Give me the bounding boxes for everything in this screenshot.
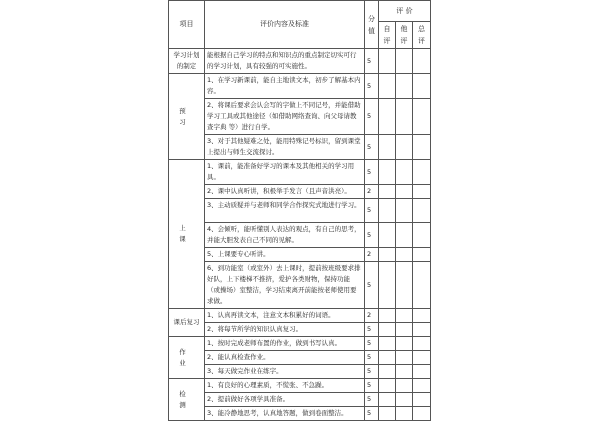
score-value: 5 (365, 99, 379, 135)
self-eval-cell[interactable] (379, 199, 396, 223)
total-eval-cell[interactable] (413, 185, 431, 199)
criteria-text: 3、主动质疑并与老师和同学合作探究式地进行学习。 (205, 199, 365, 223)
criteria-text: 2、将课后要求会认会写的字做上不同记号，并能借助学习工具或其他途径（如借助网络查询、向父母请教查字典 等）进行自学。 (205, 99, 365, 135)
self-eval-cell[interactable] (379, 49, 396, 74)
score-value: 2 (365, 185, 379, 199)
score-value: 5 (365, 49, 379, 74)
criteria-text: 2、将每节所学的知识认真复习。 (205, 323, 365, 337)
self-eval-cell[interactable] (379, 407, 396, 421)
evaluation-table (168, 0, 431, 421)
score-value: 2 (365, 309, 379, 323)
total-eval-cell[interactable] (413, 160, 431, 185)
self-eval-cell[interactable] (379, 74, 396, 99)
category-cell: 学习计划的制定 (169, 49, 205, 74)
self-eval-cell[interactable] (379, 379, 396, 393)
table-row (169, 407, 431, 421)
total-eval-cell[interactable] (413, 365, 431, 379)
table-row (169, 49, 431, 74)
table-row (169, 160, 431, 185)
total-eval-cell[interactable] (413, 323, 431, 337)
header-row-top (169, 1, 431, 22)
self-eval-cell[interactable] (379, 337, 396, 351)
header-total (413, 22, 431, 49)
peer-eval-cell[interactable] (396, 199, 413, 223)
peer-eval-cell[interactable] (396, 337, 413, 351)
criteria-text: 5、上课要专心听讲。 (205, 248, 365, 262)
score-value: 5 (365, 262, 379, 309)
self-eval-cell[interactable] (379, 393, 396, 407)
table-row (169, 379, 431, 393)
score-value: 5 (365, 223, 379, 248)
table-row (169, 185, 431, 199)
header-score (365, 1, 379, 49)
total-eval-cell[interactable] (413, 248, 431, 262)
score-value: 5 (365, 379, 379, 393)
header-peer-text: 他评 (400, 25, 408, 45)
table-row (169, 309, 431, 323)
total-eval-cell[interactable] (413, 393, 431, 407)
criteria-text: 1、有良好的心理素质，不慌张、不急躁。 (205, 379, 365, 393)
table-row (169, 74, 431, 99)
header-score-text: 分值 (368, 14, 375, 35)
table-row (169, 323, 431, 337)
self-eval-cell[interactable] (379, 365, 396, 379)
total-eval-cell[interactable] (413, 199, 431, 223)
table-row (169, 199, 431, 223)
self-eval-cell[interactable] (379, 223, 396, 248)
table-row (169, 393, 431, 407)
peer-eval-cell[interactable] (396, 262, 413, 309)
total-eval-cell[interactable] (413, 135, 431, 160)
table-row (169, 99, 431, 135)
peer-eval-cell[interactable] (396, 99, 413, 135)
header-content: 评价内容及标准 (205, 1, 365, 49)
header-project: 项目 (169, 1, 205, 49)
total-eval-cell[interactable] (413, 49, 431, 74)
header-evaluation: 评 价 (379, 1, 431, 22)
header-self (379, 22, 396, 49)
category-cell: 课后复习 (169, 309, 205, 337)
peer-eval-cell[interactable] (396, 223, 413, 248)
self-eval-cell[interactable] (379, 135, 396, 160)
table-row (169, 248, 431, 262)
score-value: 5 (365, 351, 379, 365)
total-eval-cell[interactable] (413, 99, 431, 135)
criteria-text: 1、课前，能准备好学习的课本及其他相关的学习用具。 (205, 160, 365, 185)
criteria-text: 6、到功能室（或室外）去上课时，提前按班级要求排好队，上下楼梯不推挤，爱护各类财物，保持功能（或操场）室整洁，学习结束离开前能按老师使用要求做。 (205, 262, 365, 309)
category-cell: 上 课 (169, 160, 205, 309)
peer-eval-cell[interactable] (396, 379, 413, 393)
header-peer (396, 22, 413, 49)
peer-eval-cell[interactable] (396, 135, 413, 160)
self-eval-cell[interactable] (379, 351, 396, 365)
score-value: 5 (365, 337, 379, 351)
score-value: 5 (365, 74, 379, 99)
score-value: 5 (365, 407, 379, 421)
self-eval-cell[interactable] (379, 323, 396, 337)
criteria-text: 2、提前做好各项学具准备。 (205, 393, 365, 407)
peer-eval-cell[interactable] (396, 185, 413, 199)
peer-eval-cell[interactable] (396, 393, 413, 407)
self-eval-cell[interactable] (379, 309, 396, 323)
total-eval-cell[interactable] (413, 262, 431, 309)
header-total-text: 总评 (418, 25, 425, 45)
category-cell: 检 测 (169, 379, 205, 421)
self-eval-cell[interactable] (379, 160, 396, 185)
peer-eval-cell[interactable] (396, 365, 413, 379)
peer-eval-cell[interactable] (396, 49, 413, 74)
criteria-text: 1、认真再读文本，注意文本积累好的词语。 (205, 309, 365, 323)
criteria-text: 3、对于其他疑难之处，能用特殊记号标识，留到课堂上提出与师生交流探讨。 (205, 135, 365, 160)
peer-eval-cell[interactable] (396, 74, 413, 99)
criteria-text: 4、会倾听，能听懂别人表达的观点，有自己的思考，并能大胆发表自己不同的见解。 (205, 223, 365, 248)
peer-eval-cell[interactable] (396, 309, 413, 323)
peer-eval-cell[interactable] (396, 160, 413, 185)
total-eval-cell[interactable] (413, 379, 431, 393)
self-eval-cell[interactable] (379, 185, 396, 199)
score-value: 5 (365, 365, 379, 379)
total-eval-cell[interactable] (413, 351, 431, 365)
category-cell: 预 习 (169, 74, 205, 160)
self-eval-cell[interactable] (379, 262, 396, 309)
table-row (169, 337, 431, 351)
total-eval-cell[interactable] (413, 407, 431, 421)
self-eval-cell[interactable] (379, 248, 396, 262)
criteria-text: 2、课中认真听讲，积极举手发言（且声音洪亮）。 (205, 185, 365, 199)
criteria-text: 2、能认真检查作业。 (205, 351, 365, 365)
score-value: 5 (365, 160, 379, 185)
criteria-text: 3、能冷静地思考，认真地答题，做到卷面整洁。 (205, 407, 365, 421)
score-value: 5 (365, 323, 379, 337)
score-value: 5 (365, 199, 379, 223)
table-row (169, 223, 431, 248)
score-value: 2 (365, 248, 379, 262)
peer-eval-cell[interactable] (396, 323, 413, 337)
criteria-text: 能根据自己学习的特点和知识点的重点制定切实可行的学习计划，具有较强的可实施性。 (205, 49, 365, 74)
header-self-text: 自评 (383, 25, 391, 45)
total-eval-cell[interactable] (413, 223, 431, 248)
score-value: 5 (365, 393, 379, 407)
total-eval-cell[interactable] (413, 337, 431, 351)
table-row (169, 365, 431, 379)
peer-eval-cell[interactable] (396, 407, 413, 421)
table-row (169, 262, 431, 309)
peer-eval-cell[interactable] (396, 351, 413, 365)
peer-eval-cell[interactable] (396, 248, 413, 262)
category-cell: 作 业 (169, 337, 205, 379)
table-row (169, 135, 431, 160)
table-row (169, 351, 431, 365)
criteria-text: 1、在学习新课前，能自主地读文本，初步了解基本内容。 (205, 74, 365, 99)
total-eval-cell[interactable] (413, 309, 431, 323)
criteria-text: 3、每天做完作业在练字。 (205, 365, 365, 379)
total-eval-cell[interactable] (413, 74, 431, 99)
criteria-text: 1、按时完成老师布置的作业，做到书写认真。 (205, 337, 365, 351)
score-value: 5 (365, 135, 379, 160)
self-eval-cell[interactable] (379, 99, 396, 135)
